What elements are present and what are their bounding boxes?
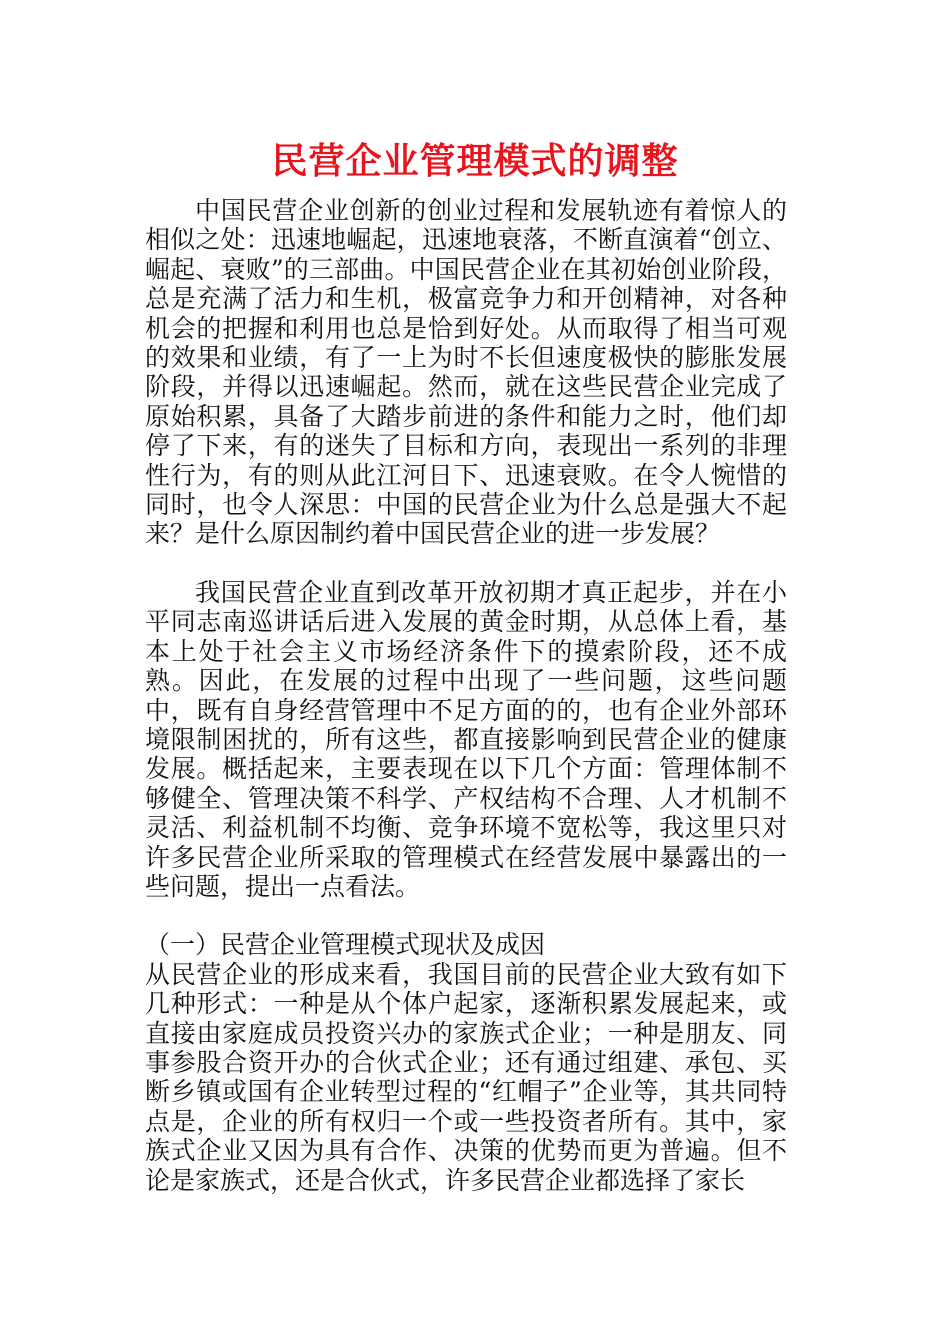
document-body <box>145 196 787 1195</box>
document-title: 民营企业管理模式的调整 <box>271 140 679 182</box>
paragraph-gap <box>145 901 787 930</box>
paragraph-2: 我国民营企业直到改革开放初期才真正起步，并在小平同志南巡讲话后进入发展的黄金时期，从总体上看，基本上处于社会主义市场经济条件下的摸索阶段，还不成熟。因此，在发展的过程中出现了一些问题，这些问题中，既有自身经营管理中不足方面的的，也有企业外部环境限制困扰的，所有这些，都直接影响到民营企业的健康发展。概括起来，主要表现在以下几个方面：管理体制不够健全、管理决策不科学、产权结构不合理、人才机制不灵活、利益机制不均衡、竞争环境不宽松等，我这里只对许多民营企业所采取的管理模式在经营发展中暴露出的一些问题，提出一点看法。 <box>145 577 787 901</box>
paragraph-1: 中国民营企业创新的创业过程和发展轨迹有着惊人的相似之处：迅速地崛起，迅速地衰落，不断直演着“创立、崛起、衰败”的三部曲。中国民营企业在其初始创业阶段，总是充满了活力和生机，极富竞争力和开创精神，对各种机会的把握和利用也总是恰到好处。从而取得了相当可观的效果和业绩，有了一上为时不长但速度极快的膨胀发展阶段，并得以迅速崛起。然而，就在这些民营企业完成了原始积累，具备了大踏步前进的条件和能力之时，他们却停了下来，有的迷失了目标和方向，表现出一系列的非理性行为，有的则从此江河日下、迅速衰败。在令人惋惜的同时，也令人深思：中国的民营企业为什么总是强大不起来？是什么原因制约着中国民营企业的进一步发展？ <box>145 196 787 549</box>
paragraph-gap <box>145 549 787 578</box>
section-heading: （一）民营企业管理模式现状及成因 <box>145 930 546 960</box>
section-paragraph: 从民营企业的形成来看，我国目前的民营企业大致有如下几种形式：一种是从个体户起家，逐渐积累发展起来，或直接由家庭成员投资兴办的家族式企业；一种是朋友、同事参股合资开办的合伙式企业；还有通过组建、承包、买断乡镇或国有企业转型过程的“红帽子”企业等，其共同特点是，企业的所有权归一个或一些投资者所有。其中，家族式企业又因为具有合作、决策的优势而更为普遍。但不论是家族式，还是合伙式，许多民营企业都选择了家长 <box>145 959 787 1195</box>
